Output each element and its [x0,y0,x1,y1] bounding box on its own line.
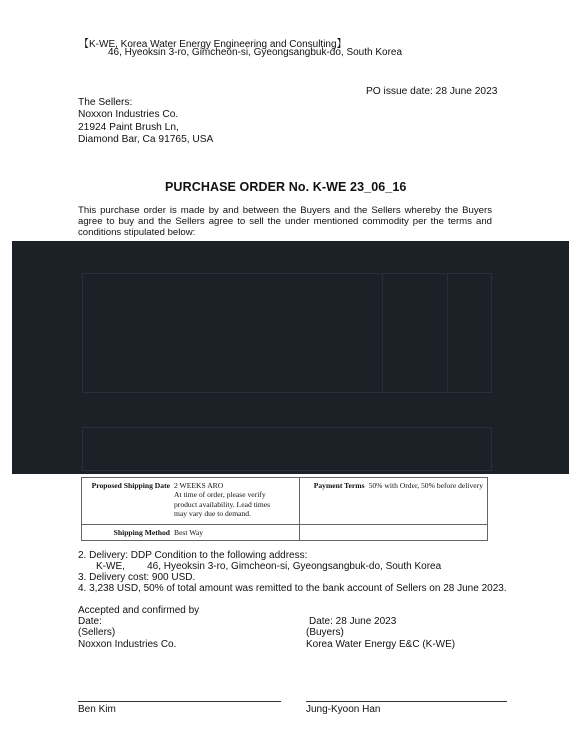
company-name: 【K-WE, Korea Water Energy Engineering and Consulting】 [79,39,347,50]
proposed-shipping-note: may vary due to demand. [174,509,251,519]
term-payment: 4. 3,238 USD, 50% of total amount was remitted to the bank account of Sellers on 28 June 2023. [78,583,507,594]
shipping-method-value: Best Way [174,528,203,537]
sellers-street: 21924 Paint Brush Ln, [78,122,179,133]
buyers-company: Korea Water Energy E&C (K-WE) [306,639,456,650]
term-delivery-address: K-WE, 46, Hyeoksin 3-ro, Gimcheon-si, Gyeongsangbuk-do, South Korea [96,561,442,572]
payment-terms-value: 50% with Order, 50% before delivery [368,481,483,490]
shipping-method-label: Shipping Method [113,528,170,537]
sellers-company: Noxxon Industries Co. [78,639,177,650]
buyers-signer: Jung-Kyoon Han [306,704,381,715]
document-title: PURCHASE ORDER No. K-WE 23_06_16 [165,180,407,194]
intro-paragraph: This purchase order is made by and between the Buyers and the Sellers whereby the Buyers agree to buy and the Sellers agree to sell the under mentioned commodity per the terms and conditions stipulated below: [78,205,492,238]
sellers-label: The Sellers: [78,97,133,108]
proposed-shipping-date-value: 2 WEEKS ARO [174,481,224,490]
buyers-signature-line [306,701,507,702]
sellers-date: Date: [78,616,102,627]
shipping-method-cell [82,525,300,541]
buyers-role: (Buyers) [306,627,344,638]
buyers-date: Date: 28 June 2023 [309,616,397,627]
redacted-box-outline [82,427,492,471]
redacted-divider [382,273,383,391]
empty-cell [299,525,487,541]
sellers-name: Noxxon Industries Co. [78,109,179,120]
redacted-table-outline [82,273,492,393]
payment-terms-label: Payment Terms [313,481,365,490]
proposed-shipping-date-label: Proposed Shipping Date [91,481,170,490]
company-address: 46, Hyeoksin 3-ro, Gimcheon-si, Gyeongsangbuk-do, South Korea [108,47,403,58]
proposed-shipping-cell [82,478,300,525]
proposed-shipping-note: At time of order, please verify [174,490,266,500]
proposed-shipping-note: product availability. Lead times [174,499,271,509]
sellers-city: Diamond Bar, Ca 91765, USA [78,134,214,145]
payment-terms-cell [299,478,487,525]
sellers-role: (Sellers) [78,627,116,638]
sellers-signer: Ben Kim [78,704,116,715]
po-issue-date: PO issue date: 28 June 2023 [366,86,498,97]
sellers-signature-line [78,701,281,702]
redacted-divider [447,273,448,391]
acceptance-heading: Accepted and confirmed by [78,605,200,616]
term-delivery: 2. Delivery: DDP Condition to the following address: [78,550,308,561]
shipping-table [81,477,488,541]
redacted-region [12,241,569,474]
term-delivery-cost: 3. Delivery cost: 900 USD. [78,572,196,583]
